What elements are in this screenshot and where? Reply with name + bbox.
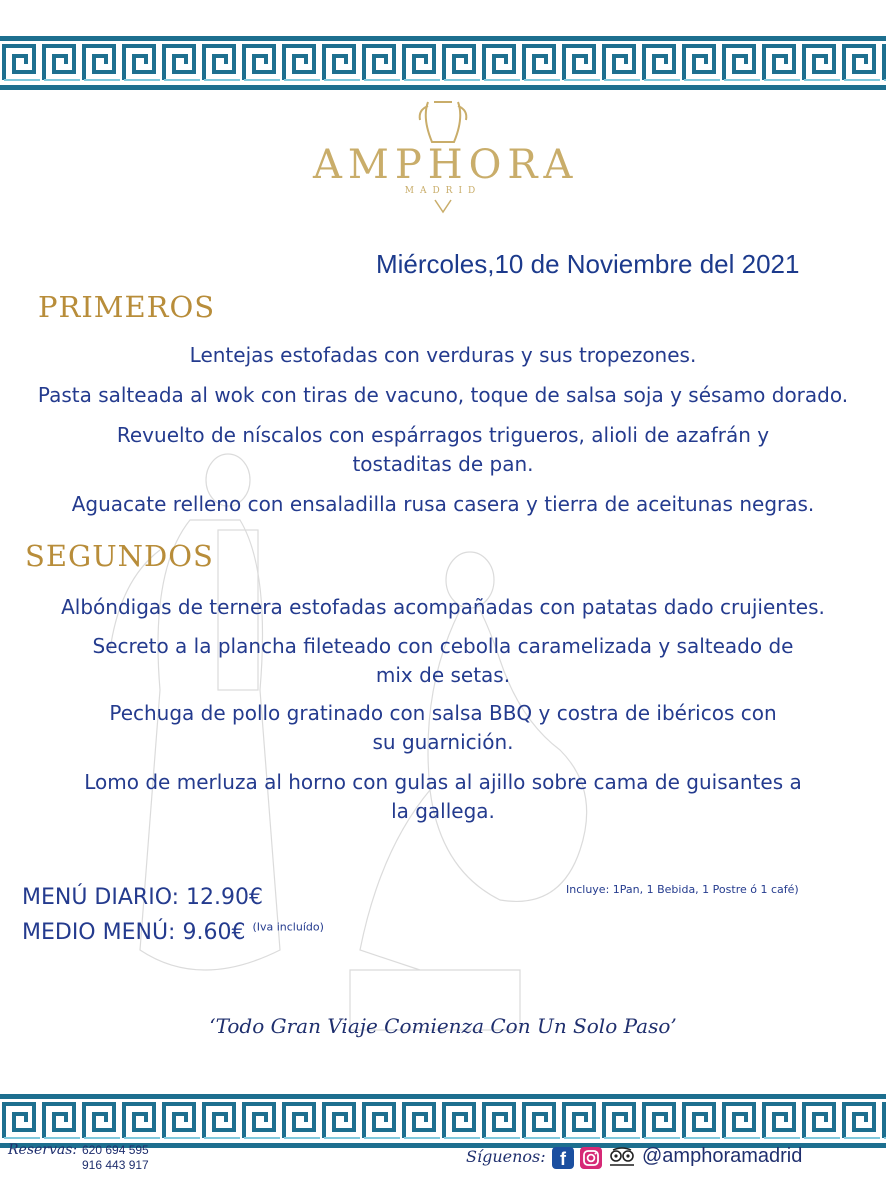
greek-key-motif xyxy=(404,1104,434,1138)
phone-1[interactable]: 620 694 595 xyxy=(82,1143,149,1157)
greek-key-motif xyxy=(564,46,594,80)
greek-key-motif xyxy=(124,1104,154,1138)
greek-key-motif xyxy=(484,46,514,80)
greek-key-motif xyxy=(364,46,394,80)
greek-key-motif xyxy=(804,46,834,80)
greek-key-motif xyxy=(484,1104,514,1138)
greek-key-motif xyxy=(444,1104,474,1138)
greek-key-motif xyxy=(4,46,34,80)
greek-key-motif xyxy=(844,46,874,80)
primeros-heading: PRIMEROS xyxy=(38,290,216,324)
greek-key-motif xyxy=(204,46,234,80)
greek-key-motif xyxy=(644,46,674,80)
greek-figures-illustration xyxy=(0,430,886,1090)
greek-key-motif xyxy=(644,1104,674,1138)
greek-key-motif xyxy=(684,1104,714,1138)
greek-key-border-top xyxy=(0,36,886,90)
brand-name: AMPHORA xyxy=(313,142,579,188)
menu-diario-price: MENÚ DIARIO: 12.90€ xyxy=(22,885,264,910)
greek-key-motif xyxy=(164,1104,194,1138)
greek-key-motif xyxy=(324,1104,354,1138)
includes-note: Incluye: 1Pan, 1 Bebida, 1 Postre ó 1 café) xyxy=(566,883,799,896)
greek-key-motif xyxy=(564,1104,594,1138)
primeros-dish-3: Revuelto de níscalos con espárragos trigueros, alioli de azafrán y tostaditas de pan. xyxy=(116,423,770,476)
greek-key-border-bottom xyxy=(0,1094,886,1148)
greek-key-motif xyxy=(244,46,274,80)
greek-key-motif xyxy=(84,1104,114,1138)
segundos-dish-1: Albóndigas de ternera estofadas acompañadas con patatas dado crujientes. xyxy=(61,595,825,619)
greek-key-motif xyxy=(164,46,194,80)
greek-key-motif xyxy=(244,1104,274,1138)
greek-key-motif xyxy=(524,46,554,80)
tripadvisor-icon[interactable] xyxy=(607,1147,637,1169)
greek-key-motif xyxy=(84,46,114,80)
reservas-phones xyxy=(82,1143,149,1173)
greek-key-motif xyxy=(684,46,714,80)
greek-key-motif xyxy=(404,46,434,80)
greek-key-motif xyxy=(4,1104,34,1138)
segundos-dish-4: Lomo de merluza al horno con gulas al ajillo sobre cama de guisantes a la gallega. xyxy=(84,770,802,823)
greek-key-motif xyxy=(284,1104,314,1138)
greek-key-motif xyxy=(804,1104,834,1138)
menu-quote: ‘Todo Gran Viaje Comienza Con Un Solo Paso’ xyxy=(209,1014,677,1038)
greek-key-motif xyxy=(44,46,74,80)
primeros-dish-4: Aguacate relleno con ensaladilla rusa casera y tierra de aceitunas negras. xyxy=(71,492,815,516)
reservas-label: Reservas: xyxy=(8,1142,78,1158)
social-handle[interactable]: @amphoramadrid xyxy=(642,1145,803,1167)
greek-key-motif xyxy=(524,1104,554,1138)
siguenos-label: Síguenos: xyxy=(466,1147,546,1166)
segundos-dish-3: Pechuga de pollo gratinado con salsa BBQ y costra de ibéricos con su guarnición. xyxy=(109,701,777,754)
greek-key-motif xyxy=(364,1104,394,1138)
greek-key-motif xyxy=(844,1104,874,1138)
greek-key-motif xyxy=(124,46,154,80)
greek-key-motif xyxy=(604,46,634,80)
greek-key-motif xyxy=(284,46,314,80)
medio-menu-price: MEDIO MENÚ: 9.60€ xyxy=(22,920,246,945)
menu-date: Miércoles,10 de Noviembre del 2021 xyxy=(376,249,800,279)
iva-note: (Iva incluído) xyxy=(252,920,324,934)
greek-key-motif xyxy=(204,1104,234,1138)
greek-key-motif xyxy=(44,1104,74,1138)
segundos-heading: SEGUNDOS xyxy=(25,539,214,573)
greek-key-motif xyxy=(724,1104,754,1138)
phone-2[interactable]: 916 443 917 xyxy=(82,1158,149,1172)
amphora-logo xyxy=(313,98,579,218)
primeros-dish-2: Pasta salteada al wok con tiras de vacuno, toque de salsa soja y sésamo dorado. xyxy=(37,383,849,407)
greek-key-motif xyxy=(724,46,754,80)
brand-sub: MADRID xyxy=(404,186,482,196)
segundos-dish-2: Secreto a la plancha fileteado con cebolla caramelizada y salteado de mix de setas. xyxy=(92,634,794,687)
instagram-icon[interactable] xyxy=(580,1147,602,1169)
primeros-dish-1: Lentejas estofadas con verduras y sus tropezones. xyxy=(189,343,697,367)
greek-key-motif xyxy=(764,46,794,80)
greek-key-motif xyxy=(444,46,474,80)
medio-menu-row xyxy=(22,920,324,945)
greek-key-motif xyxy=(324,46,354,80)
facebook-icon[interactable]: f xyxy=(552,1147,574,1169)
greek-key-motif xyxy=(764,1104,794,1138)
logo-tip-icon xyxy=(433,198,453,214)
greek-key-motif xyxy=(604,1104,634,1138)
